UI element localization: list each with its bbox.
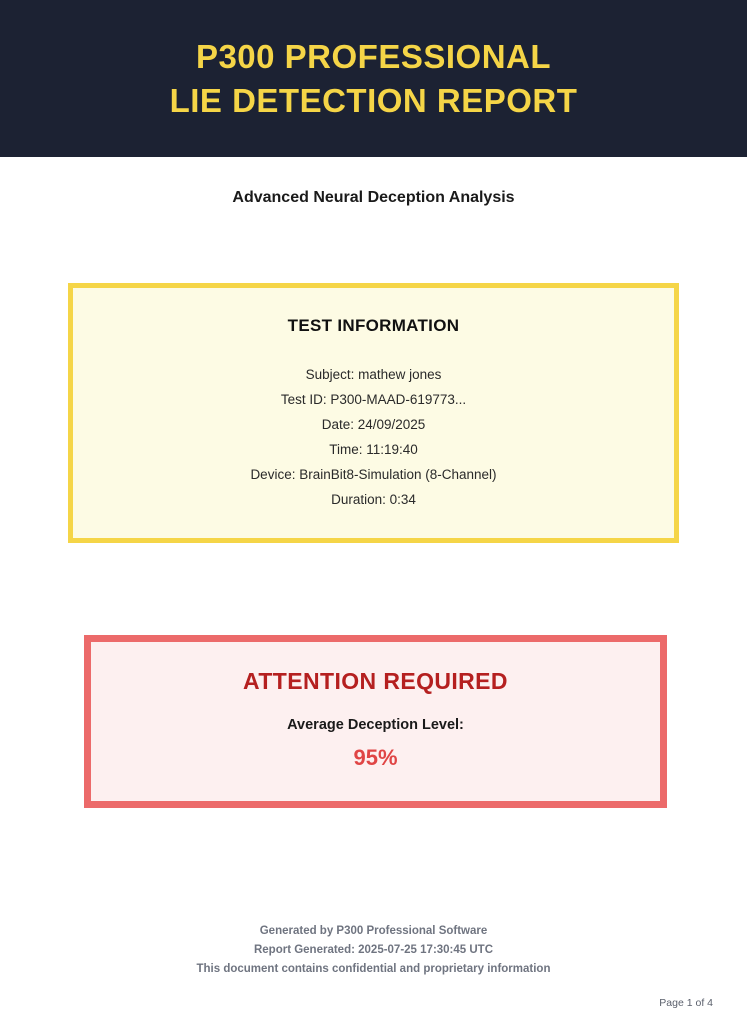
report-subtitle: Advanced Neural Deception Analysis xyxy=(232,189,515,206)
footer-confidentiality-notice: This document contains confidential and proprietary information xyxy=(196,963,551,975)
report-header-banner xyxy=(0,0,747,157)
attention-required-title: ATTENTION REQUIRED xyxy=(243,668,508,694)
page-number: Page 1 of 4 xyxy=(659,997,713,1009)
footer-generated-by: Generated by P300 Professional Software xyxy=(259,925,488,937)
test-information-title: TEST INFORMATION xyxy=(287,316,460,335)
test-information-card xyxy=(68,283,679,543)
report-title-line-2: LIE DETECTION REPORT xyxy=(169,81,578,119)
report-title-line-1: P300 PROFESSIONAL xyxy=(195,37,552,75)
test-info-device: Device: BrainBit8-Simulation (8-Channel) xyxy=(250,467,497,482)
test-info-test-id: Test ID: P300-MAAD-619773... xyxy=(280,392,467,407)
test-info-subject: Subject: mathew jones xyxy=(305,367,442,382)
average-deception-level-value: 95% xyxy=(353,745,398,770)
average-deception-level-label: Average Deception Level: xyxy=(287,717,464,733)
footer-generated-timestamp: Report Generated: 2025-07-25 17:30:45 UTC xyxy=(253,944,494,956)
test-info-time: Time: 11:19:40 xyxy=(329,442,418,457)
attention-required-card xyxy=(84,635,667,808)
test-info-date: Date: 24/09/2025 xyxy=(321,417,426,432)
test-info-duration: Duration: 0:34 xyxy=(331,492,416,507)
report-footer xyxy=(0,922,747,979)
